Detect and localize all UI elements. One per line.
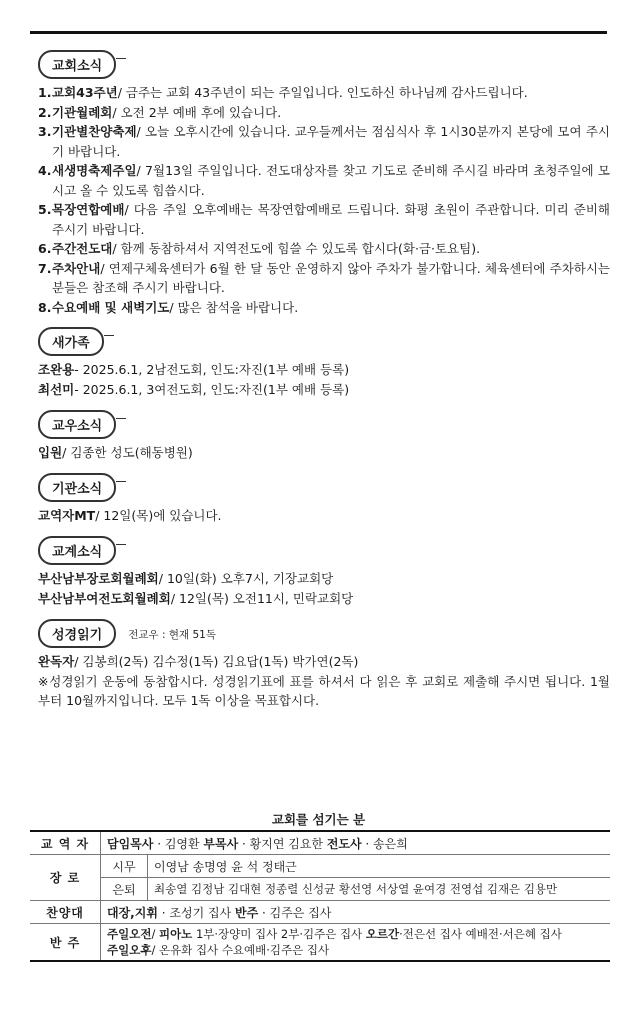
new-family-item <box>38 380 610 400</box>
servant-title: 오르간 <box>365 927 400 941</box>
servants-title: 교회를 섬기는 분 <box>271 812 366 827</box>
bible-reading-title: 성경읽기 <box>38 619 116 648</box>
item-body: / 연제구체육센터가 6월 한 달 동안 운영하지 않아 주차가 불가합니다. 체육센터에 주차하시는 분들은 참조해 주시기 바랍니다. <box>52 260 610 295</box>
item-body: / 많은 참석을 바랍니다. <box>169 299 299 315</box>
new-family-name: 조완용 <box>38 362 75 377</box>
choir-cell <box>101 901 611 924</box>
new-family-detail: - 2025.6.1, 2남전도회, 인도:자진(1부 예배 등록) <box>74 362 350 377</box>
servant-title: 주일오후 <box>107 943 152 957</box>
church-news-title: 교회소식 <box>38 50 116 79</box>
new-family-list <box>38 360 610 400</box>
choir-row <box>30 901 610 924</box>
district-news-title: 교계소식 <box>38 536 116 565</box>
servant-title: 담임목사 <box>107 836 154 851</box>
item-number: 2. <box>38 104 52 120</box>
servant-title: 전도사 <box>326 836 362 851</box>
elder-retired-row <box>30 878 610 901</box>
bible-readers-head: 완독자 <box>38 654 75 669</box>
church-news-item <box>38 259 610 298</box>
district-news-text: / 10일(화) 오후7시, 기장교회당 <box>158 571 334 586</box>
servant-title: 주일오전 <box>107 927 152 941</box>
elder-active-label: 시무 <box>101 855 148 878</box>
item-head: 주차안내 <box>52 260 101 276</box>
org-news-item <box>38 506 610 526</box>
district-news-head: 부산남부장로회월례회 <box>38 571 159 586</box>
member-news-item <box>38 443 610 463</box>
accompanist-role: 반 주 <box>30 924 101 962</box>
staff-cell <box>101 831 611 855</box>
member-news-section <box>38 408 610 463</box>
servant-title: 부목사 <box>203 836 239 851</box>
church-news-item <box>38 103 610 123</box>
church-news-item <box>38 161 610 200</box>
servant-name: / <box>151 927 159 941</box>
bible-readers-text: / 김봉희(2독) 김수정(1독) 김요답(1독) 박가연(2독) <box>74 654 359 669</box>
elder-role: 장 로 <box>30 855 101 901</box>
new-family-item <box>38 360 610 380</box>
servant-name: 1부·장양미 집사 2부·김주은 집사 <box>192 927 366 941</box>
item-body: / 오늘 오후시간에 있습니다. 교우들께서는 점심식사 후 1시30분까지 본당에 모여 주시기 바랍니다. <box>52 124 610 159</box>
item-number: 7. <box>38 260 52 276</box>
servant-name: · 김주은 집사 <box>258 905 332 920</box>
item-body: / 오전 2부 예배 후에 있습니다. <box>112 104 282 120</box>
servant-name: · 황지연 김요한 <box>238 836 327 851</box>
item-text <box>52 298 610 318</box>
item-number: 5. <box>38 202 52 217</box>
item-head: 교회43주년 <box>52 85 118 100</box>
servant-name: · 조성기 집사 <box>157 905 235 920</box>
new-family-name: 최선미 <box>38 382 75 397</box>
bible-reading-header <box>38 617 610 652</box>
org-news-title: 기관소식 <box>38 473 116 502</box>
org-news-head: 교역자MT <box>38 508 96 523</box>
church-news-item <box>38 200 610 239</box>
bible-reading-note: ※성경읽기 운동에 동참합시다. 성경읽기표에 표를 하셔서 다 읽은 후 교회로 제출해 주시면 됩니다. 1월부터 10월까지입니다. 모두 1독 이상을 목표합시다. <box>38 674 610 708</box>
church-news-item <box>38 83 610 103</box>
item-body: / 함께 동참하셔서 지역전도에 힘쓸 수 있도록 합시다(화·금·토요팀). <box>112 241 481 256</box>
new-family-detail: - 2025.6.1, 3여전도회, 인도:자진(1부 예배 등록) <box>74 382 350 397</box>
staff-row <box>30 831 610 855</box>
item-text <box>52 259 610 298</box>
item-number: 6. <box>38 241 52 256</box>
district-news-list <box>38 569 610 609</box>
servant-name: / 온유화 집사 수요예배·김주은 집사 <box>151 943 330 957</box>
servant-title: 피아노 <box>158 927 193 941</box>
staff-role: 교 역 자 <box>30 831 101 855</box>
item-number: 8. <box>38 299 52 315</box>
district-news-head: 부산남부여전도회월례회 <box>38 591 171 606</box>
item-body: / 7월13일 주일입니다. 전도대상자를 찾고 기도로 준비해 주시길 바라며 초청주일에 모시고 올 수 있도록 힘씁시다. <box>52 163 610 198</box>
item-body: / 다음 주일 오후예배는 목장연합예배로 드립니다. 화평 초원이 주관합니다. 미리 준비해 주시기 바랍니다. <box>52 202 610 237</box>
bible-reading-section <box>38 617 610 710</box>
org-news-text: / 12일(목)에 있습니다. <box>95 508 222 523</box>
elder-retired-label: 은퇴 <box>101 878 148 901</box>
top-rule <box>30 31 607 34</box>
accompanist-line-2 <box>107 942 604 958</box>
accompanist-row <box>30 924 610 962</box>
new-family-title: 새가족 <box>38 327 104 356</box>
elder-active-row <box>30 855 610 878</box>
accompanist-cell <box>101 924 611 962</box>
item-head: 기관월례회 <box>52 104 113 120</box>
servant-title: 대장,지휘 <box>107 905 158 920</box>
item-head: 수요예배 및 새벽기도 <box>52 299 170 315</box>
servant-name: · 송은희 <box>361 836 408 851</box>
district-news-section <box>38 534 610 609</box>
church-news-item <box>38 239 610 259</box>
item-text <box>52 200 610 239</box>
servants-table <box>30 830 610 962</box>
accompanist-line-1 <box>107 926 604 942</box>
servant-name: · 김영환 <box>153 836 204 851</box>
new-family-section <box>38 325 610 400</box>
member-news-head: 입원 <box>38 445 63 460</box>
item-text <box>52 103 610 123</box>
elder-retired-names: 최송열 김정남 김대현 정종렬 신성균 황선영 서상열 윤여경 전영섭 김재은 김용만 <box>148 878 611 901</box>
church-news-section <box>38 48 610 317</box>
item-head: 새생명축제주일 <box>52 163 137 178</box>
district-news-item <box>38 569 610 589</box>
bulletin-content <box>38 48 610 718</box>
item-number: 3. <box>38 124 52 139</box>
item-head: 목장연합예배 <box>52 202 125 217</box>
org-news-section <box>38 471 610 526</box>
servant-title: 반주 <box>234 905 259 920</box>
member-news-text: / 김종한 성도(해동병원) <box>62 445 193 460</box>
member-news-title: 교우소식 <box>38 410 116 439</box>
bible-reading-sub: 전교우 : 현재 51독 <box>128 629 217 641</box>
church-news-item <box>38 122 610 161</box>
servant-name: ·전은선 집사 예배전·서은혜 집사 <box>399 927 562 941</box>
district-news-text: / 12일(목) 오전11시, 민락교회당 <box>170 591 354 606</box>
item-text <box>52 161 610 200</box>
church-news-list <box>38 83 610 317</box>
item-number: 1. <box>38 85 52 100</box>
bible-readers <box>38 652 610 672</box>
item-head: 주간전도대 <box>52 241 113 256</box>
item-text <box>52 239 610 259</box>
item-number: 4. <box>38 163 52 178</box>
choir-role: 찬양대 <box>30 901 101 924</box>
item-head: 기관별찬양축제 <box>52 124 137 139</box>
item-body: / 금주는 교회 43주년이 되는 주일입니다. 인도하신 하나님께 감사드립니다. <box>117 85 528 100</box>
item-text <box>52 122 610 161</box>
item-text <box>52 83 610 103</box>
elder-active-names: 이영남 송명영 윤 석 정태근 <box>148 855 611 878</box>
church-news-item <box>38 298 610 318</box>
district-news-item <box>38 589 610 609</box>
